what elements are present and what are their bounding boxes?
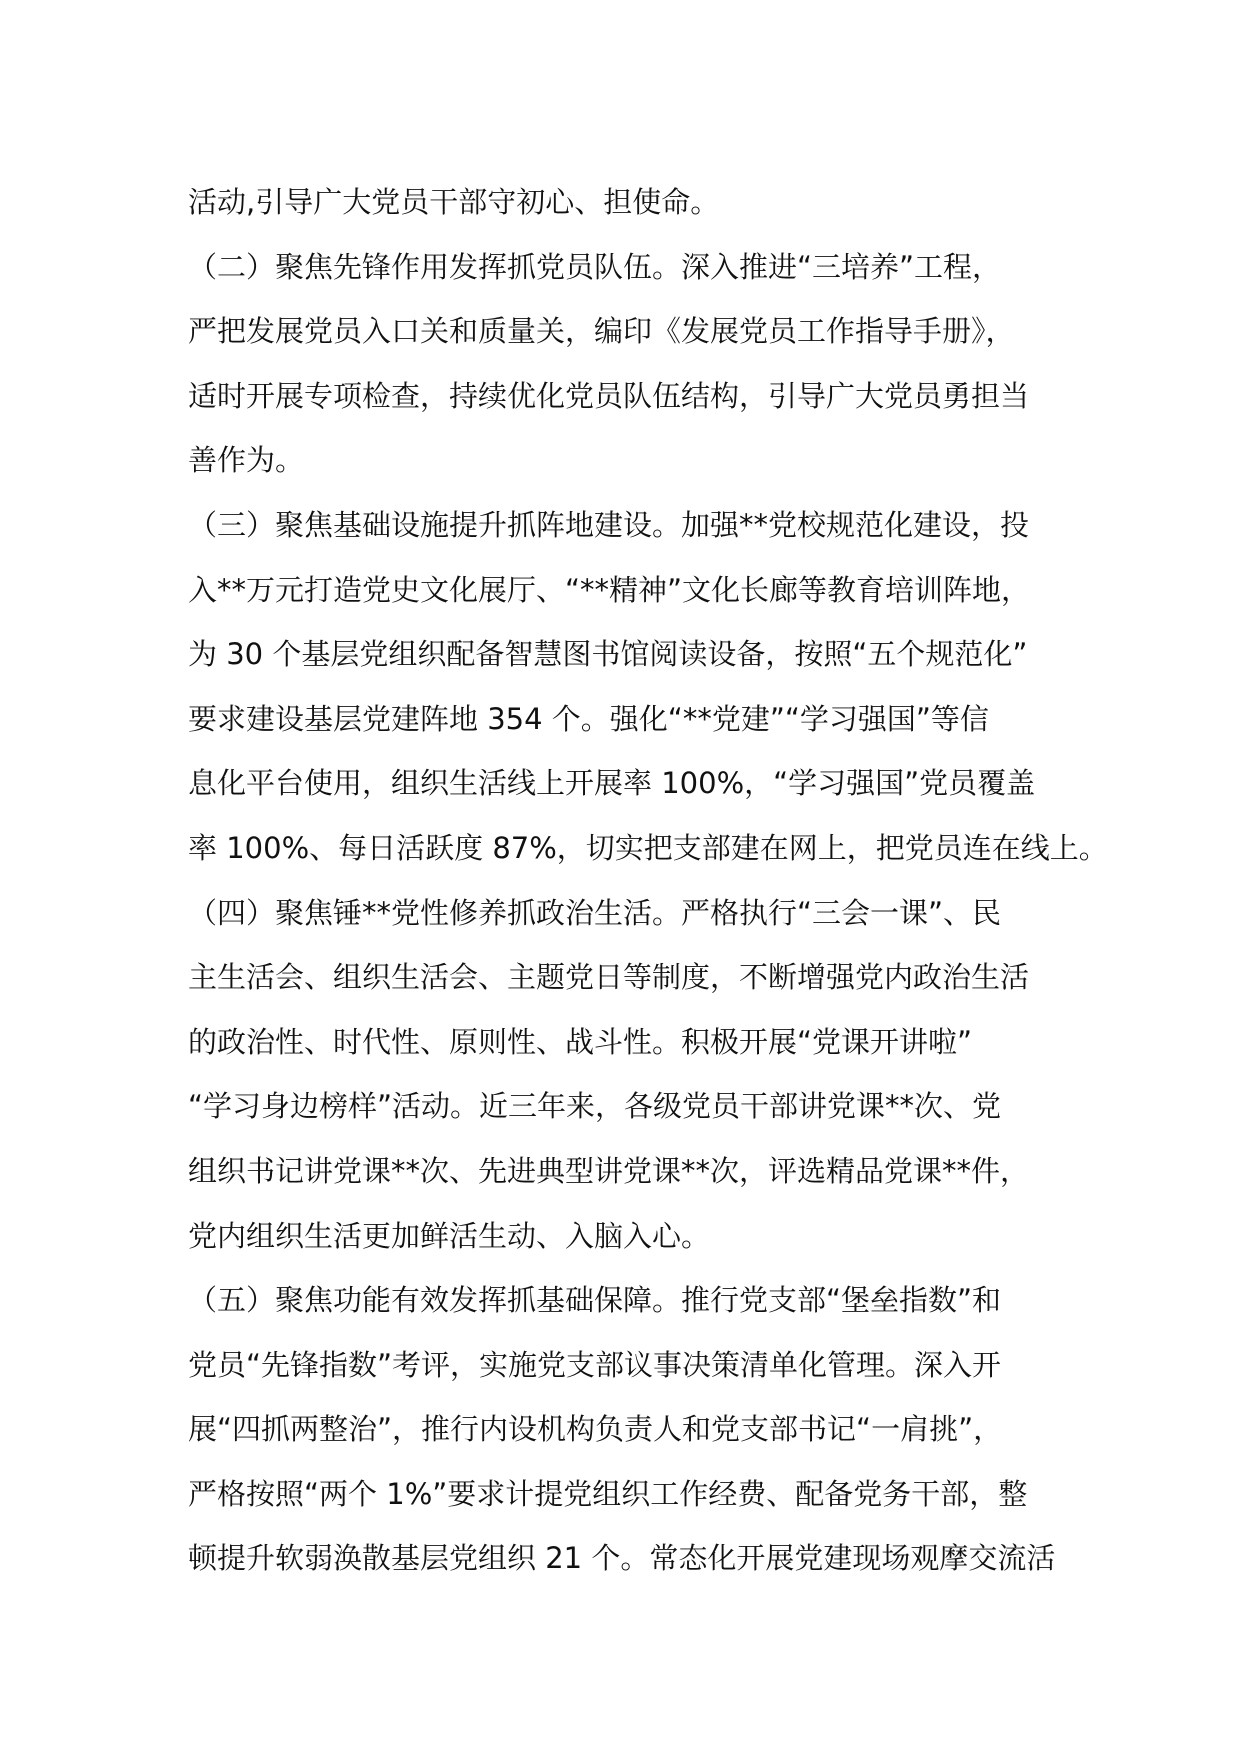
text-line: 息化平台使用，组织生活线上开展率 100%，“学习强国”党员覆盖 bbox=[188, 766, 1036, 801]
text-line: 要求建设基层党建阵地 354 个。强化“**党建”“学习强国”等信 bbox=[188, 701, 989, 736]
text-line: （二）聚焦先锋作用发挥抓党员队伍。深入推进“三培养”工程， bbox=[188, 249, 1002, 284]
text-line: 活动,引导广大党员干部守初心、担使命。 bbox=[188, 185, 720, 219]
text-line: 党员“先锋指数”考评，实施党支部议事决策清单化管理。深入开 bbox=[188, 1347, 1002, 1382]
text-line: 党内组织生活更加鲜活生动、入脑入心。 bbox=[188, 1218, 711, 1253]
text-line: 率 100%、每日活跃度 87%，切实把支部建在网上，把党员连在线上。 bbox=[188, 830, 1108, 865]
text-line: 入**万元打造党史文化展厅、“**精神”文化长廊等教育培训阵地， bbox=[188, 572, 1031, 607]
text-line: 适时开展专项检查，持续优化党员队伍结构，引导广大党员勇担当 bbox=[188, 378, 1030, 413]
text-line: “学习身边榜样”活动。近三年来，各级党员干部讲党课**次、党 bbox=[188, 1089, 1002, 1124]
text-line: 严把发展党员入口关和质量关，编印《发展党员工作指导手册》， bbox=[188, 314, 1015, 349]
text-line: （三）聚焦基础设施提升抓阵地建设。加强**党校规范化建设，投 bbox=[188, 507, 1030, 542]
text-line: 展“四抓两整治”，推行内设机构负责人和党支部书记“一肩挑”， bbox=[188, 1412, 1003, 1447]
text-line: 顿提升软弱涣散基层党组织 21 个。常态化开展党建现场观摩交流活 bbox=[188, 1541, 1056, 1576]
text-line: 严格按照“两个 1%”要求计提党组织工作经费、配备党务干部，整 bbox=[188, 1476, 1028, 1511]
text-line: 主生活会、组织生活会、主题党日等制度，不断增强党内政治生活 bbox=[188, 960, 1030, 995]
text-line: 为 30 个基层党组织配备智慧图书馆阅读设备，按照“五个规范化” bbox=[188, 637, 1028, 672]
text-line: 的政治性、时代性、原则性、战斗性。积极开展“党课开讲啦” bbox=[188, 1024, 973, 1059]
body-text bbox=[188, 170, 1108, 1591]
text-line: （四）聚焦锤**党性修养抓政治生活。严格执行“三会一课”、民 bbox=[188, 895, 1002, 930]
text-line: 组织书记讲党课**次、先进典型讲党课**次，评选精品党课**件， bbox=[188, 1153, 1030, 1188]
text-line: 善作为。 bbox=[188, 443, 305, 478]
text-line: （五）聚焦功能有效发挥抓基础保障。推行党支部“堡垒指数”和 bbox=[188, 1283, 1002, 1318]
